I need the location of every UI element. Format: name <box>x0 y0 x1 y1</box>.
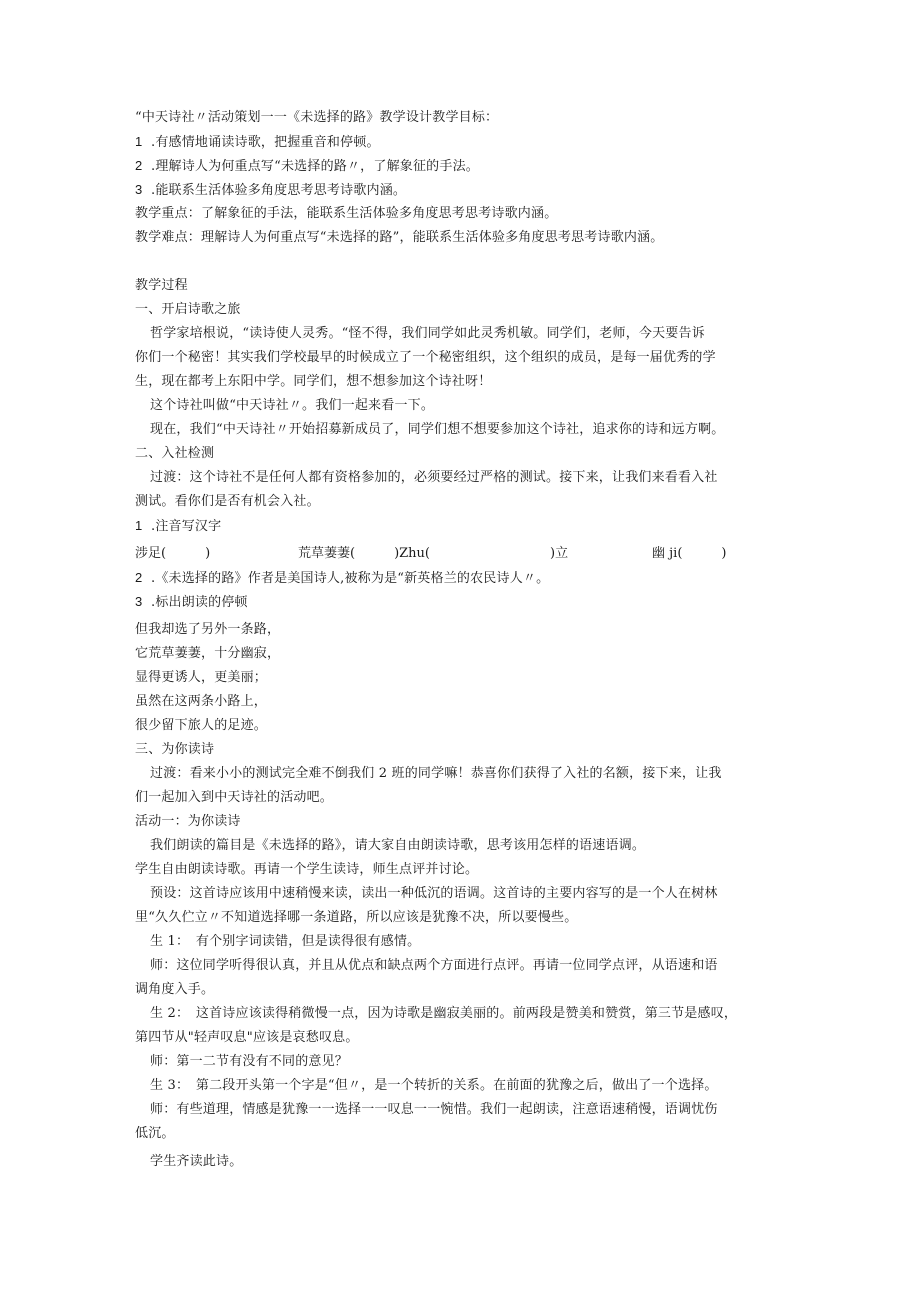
student-remark-3: 生 3： 第二段开头第一个字是“但〃，是一个转折的关系。在前面的犹豫之后，做出了一个选择。 <box>150 1078 718 1093</box>
goal-text: .理解诗人为何重点写“未选择的路〃，了解象征的手法。 <box>151 159 479 174</box>
poem-line: 虽然在这两条小路上， <box>135 694 268 709</box>
pinyin-blank-3: )立 <box>550 546 569 561</box>
goal-text: .能联系生活体验多角度思考思考诗歌内涵。 <box>151 183 407 198</box>
paragraph-line: 低沉。 <box>135 1126 175 1141</box>
difficult-point: 教学难点：理解诗人为何重点写“未选择的路”，能联系生活体验多角度思考思考诗歌内涵。 <box>135 230 664 245</box>
pinyin-blank-1: 涉足( ) <box>135 546 211 561</box>
paragraph-line: 你们一个秘密！其实我们学校最早的时候成立了一个秘密组织，这个组织的成员，是每一届优秀的学 <box>135 350 716 365</box>
task-text: .《未选择的路》作者是美国诗人,被称为是“新英格兰的农民诗人〃。 <box>151 571 550 586</box>
pinyin-blank-2: 荒草萋萋( )Zhu( <box>298 546 430 561</box>
paragraph-line: 调角度入手。 <box>135 982 215 997</box>
closing-line: 学生齐读此诗。 <box>150 1154 243 1169</box>
task-3 <box>135 593 248 612</box>
section-1-heading: 一、开启诗歌之旅 <box>135 302 241 317</box>
teacher-remark-3: 师：有些道理，情感是犹豫一一选择一一叹息一一惋惜。我们一起朗读，注意语速稍慢，语调忧伤 <box>150 1102 718 1117</box>
goal-number: 1 <box>135 134 143 149</box>
section-2-heading: 二、入社检测 <box>135 446 215 461</box>
poem-line: 它荒草萋萋，十分幽寂， <box>135 646 281 661</box>
paragraph-line: 们一起加入到中天诗社的活动吧。 <box>135 790 334 805</box>
document-title-line: “中天诗社〃活动策划一一《未选择的路》教学设计教学目标： <box>135 110 499 125</box>
section-3-heading: 三、为你读诗 <box>135 742 215 757</box>
task-1 <box>135 517 221 536</box>
activity-heading: 活动一：为你读诗 <box>135 814 241 829</box>
poem-line: 显得更诱人，更美丽； <box>135 670 268 685</box>
paragraph-line: 这个诗社叫做“中天诗社〃。我们一起来看一下。 <box>150 398 435 413</box>
goal-item-2 <box>135 157 479 176</box>
task-number: 2 <box>135 570 143 585</box>
goal-text: .有感情地诵读诗歌，把握重音和停顿。 <box>151 135 380 150</box>
goal-item-1 <box>135 133 380 152</box>
paragraph-line: 我们朗读的篇目是《未选择的路》，请大家自由朗读诗歌，思考该用怎样的语速语调。 <box>150 838 646 853</box>
goal-number: 3 <box>135 182 143 197</box>
paragraph-line: 哲学家培根说，“读诗使人灵秀。“怪不得，我们同学如此灵秀机敏。同学们，老师，今天要告诉 <box>150 326 705 341</box>
paragraph-line: 过渡：看来小小的测试完全难不倒我们 2 班的同学嘛！恭喜你们获得了入社的名额，接下来，让我 <box>150 766 722 781</box>
task-2 <box>135 569 549 588</box>
pinyin-blank-4: 幽 ji( ) <box>652 546 727 561</box>
task-text: .标出朗读的停顿 <box>151 595 248 610</box>
teacher-remark-1: 师：这位同学听得很认真，并且从优点和缺点两个方面进行点评。再请一位同学点评，从语速和语 <box>150 958 718 973</box>
paragraph-line: 测试。看你们是否有机会入社。 <box>135 494 320 509</box>
task-number: 3 <box>135 594 143 609</box>
poem-line: 很少留下旅人的足迹。 <box>135 718 268 733</box>
student-remark-1: 生 1： 有个别字词读错，但是读得很有感情。 <box>150 934 421 949</box>
task-number: 1 <box>135 518 143 533</box>
goal-item-3 <box>135 181 406 200</box>
paragraph-line: 预设：这首诗应该用中速稍慢来读，读出一种低沉的语调。这首诗的主要内容写的是一个人在树林 <box>150 886 718 901</box>
paragraph-line: 现在，我们“中天诗社〃开始招募新成员了，同学们想不想要参加这个诗社，追求你的诗和远方啊。 <box>150 422 725 437</box>
poem-line: 但我却选了另外一条路， <box>135 622 281 637</box>
teacher-remark-2: 师：第一二节有没有不同的意见？ <box>150 1054 349 1069</box>
task-text: .注音写汉字 <box>151 519 222 534</box>
paragraph-line: 生，现在都考上东阳中学。同学们，想不想参加这个诗社呀！ <box>135 374 492 389</box>
paragraph-line: 学生自由朗读诗歌。再请一个学生读诗，师生点评并讨论。 <box>135 862 479 877</box>
paragraph-line: 过渡：这个诗社不是任何人都有资格参加的，必须要经过严格的测试。接下来，让我们来看看入社 <box>150 470 718 485</box>
process-heading: 教学过程 <box>135 278 188 293</box>
goal-number: 2 <box>135 158 143 173</box>
paragraph-line: 里“久久伫立〃不知道选择哪一条道路，所以应该是犹豫不决，所以要慢些。 <box>135 910 578 925</box>
paragraph-line: 第四节从"轻声叹息"应该是哀愁叹息。 <box>135 1030 359 1045</box>
key-point: 教学重点：了解象征的手法，能联系生活体验多角度思考思考诗歌内涵。 <box>135 206 558 221</box>
student-remark-2: 生 2： 这首诗应该读得稍微慢一点，因为诗歌是幽寂美丽的。前两段是赞美和赞赏，第三节是感叹， <box>150 1006 738 1021</box>
